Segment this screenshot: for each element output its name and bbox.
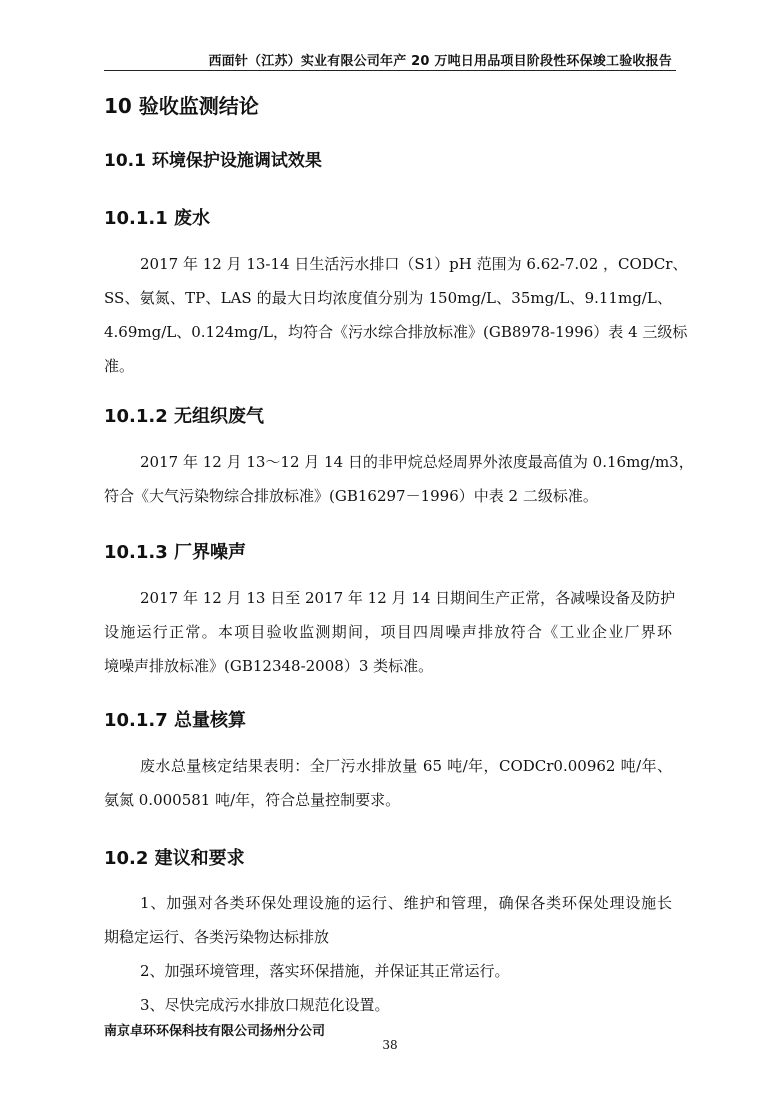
- list-item-line: 1、加强对各类环保处理设施的运行、维护和管理，确保各类环保处理设施长: [140, 894, 672, 912]
- text-line: 2017 年 12 月 13 日至 2017 年 12 月 14 日期间生产正常，各减噪设备及防护: [140, 589, 676, 607]
- list-recommendations: [104, 886, 672, 1022]
- text-line: 2017 年 12 月 13-14 日生活污水排口（S1）pH 范围为 6.62-7.02 ，CODCr、: [140, 255, 688, 273]
- running-header: 西面针（江苏）实业有限公司年产 20 万吨日用品项目阶段性环保竣工验收报告: [208, 54, 672, 69]
- list-item: 3、尽快完成污水排放口规范化设置。: [140, 996, 390, 1014]
- footer-company: 南京卓环环保科技有限公司扬州分公司: [104, 1024, 326, 1039]
- text-line: 氨氮 0.000581 吨/年，符合总量控制要求。: [104, 791, 401, 809]
- paragraph-fugitive-gas: [104, 445, 694, 513]
- text-line: 准。: [104, 357, 135, 375]
- section-heading-10-1-7: 10.1.7 总量核算: [104, 710, 247, 731]
- header-rule: [104, 70, 676, 71]
- paragraph-total-quantity: [104, 749, 672, 817]
- page-number: 38: [382, 1038, 398, 1052]
- chapter-title: 10 验收监测结论: [104, 94, 259, 118]
- text-line: 4.69mg/L、0.124mg/L，均符合《污水综合排放标准》(GB8978-1996）表 4 三级标: [104, 323, 688, 341]
- text-line: 2017 年 12 月 13～12 月 14 日的非甲烷总烃周界外浓度最高值为 0.16mg/m3，: [140, 453, 694, 471]
- text-line: SS、氨氮、TP、LAS 的最大日均浓度值分别为 150mg/L、35mg/L、9.11mg/L、: [104, 289, 672, 307]
- list-item: 2、加强环境管理，落实环保措施，并保证其正常运行。: [140, 962, 510, 980]
- text-line: 设施运行正常。本项目验收监测期间，项目四周噪声排放符合《工业企业厂界环: [104, 623, 672, 641]
- list-item-line: 期稳定运行、各类污染物达标排放: [104, 928, 330, 946]
- paragraph-wastewater: [104, 247, 688, 383]
- paragraph-noise: [104, 581, 676, 683]
- text-line: 废水总量核定结果表明：全厂污水排放量 65 吨/年，CODCr0.00962 吨/年、: [140, 757, 672, 775]
- section-heading-10-1: 10.1 环境保护设施调试效果: [104, 151, 322, 171]
- text-line: 境噪声排放标准》(GB12348-2008）3 类标准。: [104, 657, 434, 675]
- section-heading-10-1-1: 10.1.1 废水: [104, 208, 211, 229]
- section-heading-10-1-3: 10.1.3 厂界噪声: [104, 542, 247, 563]
- section-heading-10-1-2: 10.1.2 无组织废气: [104, 406, 265, 427]
- text-line: 符合《大气污染物综合排放标准》(GB16297－1996）中表 2 二级标准。: [104, 487, 598, 505]
- section-heading-10-2: 10.2 建议和要求: [104, 848, 245, 869]
